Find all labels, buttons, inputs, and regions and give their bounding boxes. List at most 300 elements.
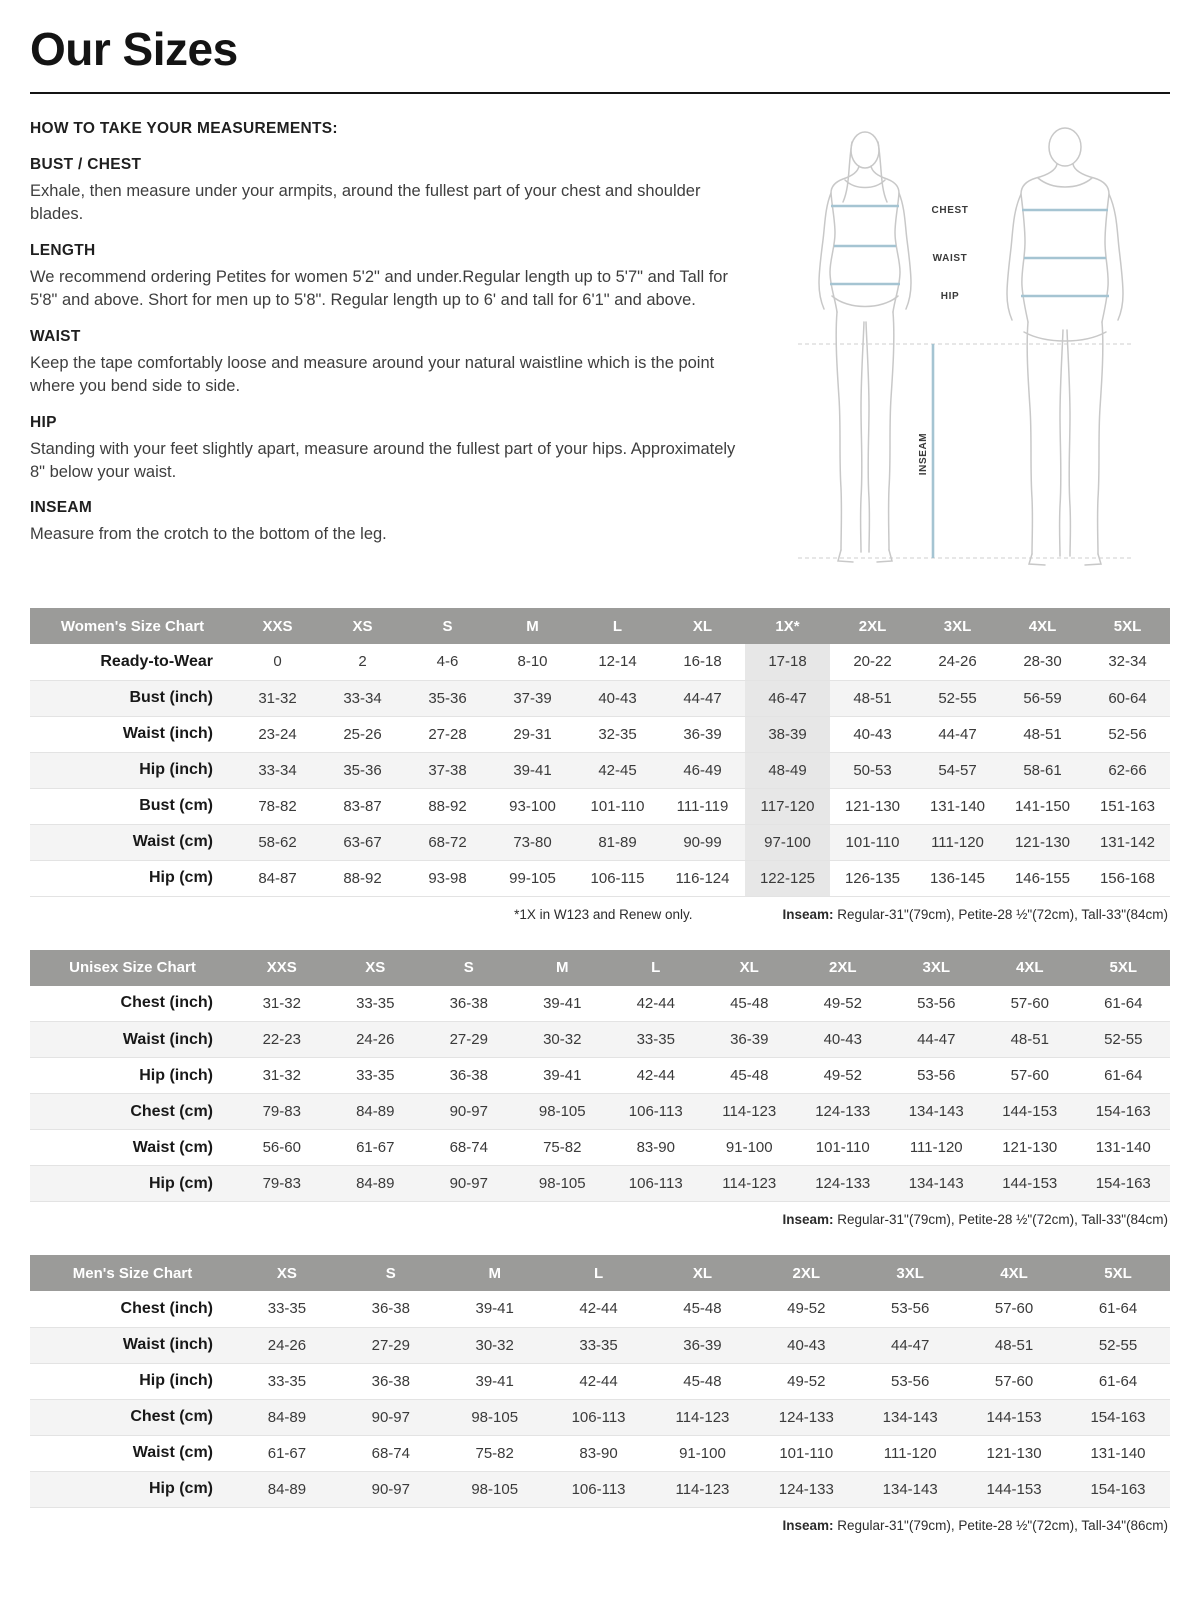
size-cell: 78-82 bbox=[258, 797, 297, 815]
footnote bbox=[782, 907, 1168, 922]
size-cell: 144-153 bbox=[986, 1480, 1042, 1498]
size-cell: 106-113 bbox=[571, 1408, 626, 1426]
title-divider bbox=[30, 92, 1170, 94]
size-chart-table bbox=[30, 950, 1170, 1203]
size-cell: 42-44 bbox=[579, 1300, 618, 1318]
guide-sections bbox=[30, 156, 770, 547]
size-cell: 83-90 bbox=[579, 1444, 618, 1462]
guide-section-title: HIP bbox=[30, 413, 57, 431]
size-cell: 45-48 bbox=[730, 994, 769, 1012]
column-header: 2XL bbox=[754, 1255, 858, 1291]
size-cell: 98-105 bbox=[538, 1175, 586, 1192]
row-label: Bust (inch) bbox=[129, 689, 213, 706]
row-label: Hip (cm) bbox=[149, 869, 213, 886]
footnote-text: Regular-31"(79cm), Petite-28 ½"(72cm), Tall-33"(84cm) bbox=[833, 906, 1168, 922]
size-cell: 111-120 bbox=[883, 1444, 937, 1462]
hip-label: HIP bbox=[940, 291, 960, 302]
size-cell: 91-100 bbox=[679, 1444, 726, 1462]
size-cell: 25-26 bbox=[343, 725, 382, 743]
size-cell: 131-140 bbox=[1090, 1444, 1146, 1462]
size-cell: 12-14 bbox=[598, 653, 637, 671]
size-cell: 60-64 bbox=[1108, 689, 1147, 707]
size-cell: 40-43 bbox=[598, 689, 637, 707]
size-cell: 23-24 bbox=[258, 725, 297, 743]
table-row bbox=[30, 1399, 1170, 1435]
size-cell: 56-60 bbox=[262, 1139, 301, 1156]
size-cell: 136-145 bbox=[929, 869, 986, 887]
size-cell: 44-47 bbox=[917, 1031, 956, 1048]
row-label: Hip (inch) bbox=[139, 761, 213, 778]
size-cell: 73-80 bbox=[513, 833, 552, 851]
size-cell: 57-60 bbox=[994, 1372, 1034, 1390]
size-cell: 36-38 bbox=[371, 1300, 410, 1318]
size-cell: 131-140 bbox=[929, 797, 986, 815]
size-cell: 42-44 bbox=[636, 994, 675, 1012]
size-cell: 28-30 bbox=[1023, 653, 1062, 671]
size-cell: 101-110 bbox=[815, 1139, 870, 1156]
size-cell: 38-39 bbox=[745, 716, 830, 752]
row-label: Waist (inch) bbox=[122, 725, 213, 742]
size-cell: 154-163 bbox=[1095, 1103, 1151, 1120]
size-cell: 49-52 bbox=[823, 994, 862, 1012]
column-header: XL bbox=[651, 1255, 755, 1291]
table-row bbox=[30, 680, 1170, 716]
size-chart-table bbox=[30, 608, 1170, 897]
row-label: Hip (inch) bbox=[139, 1372, 213, 1389]
size-cell: 106-113 bbox=[628, 1175, 683, 1192]
size-cell: 33-34 bbox=[343, 689, 382, 707]
size-cell: 91-100 bbox=[725, 1139, 773, 1156]
row-label: Waist (inch) bbox=[122, 1336, 213, 1353]
size-cell: 106-113 bbox=[628, 1103, 683, 1120]
size-cell: 2 bbox=[358, 653, 367, 671]
size-cell: 117-120 bbox=[745, 788, 830, 824]
size-cell: 57-60 bbox=[1010, 994, 1049, 1012]
size-cell: 24-26 bbox=[938, 653, 977, 671]
size-charts bbox=[30, 608, 1170, 1533]
size-cell: 40-43 bbox=[823, 1031, 862, 1048]
size-cell: 48-51 bbox=[1023, 725, 1062, 743]
guide-section-body: Measure from the crotch to the bottom of the leg. bbox=[30, 525, 387, 544]
column-header: 5XL bbox=[1085, 608, 1170, 644]
size-cell: 111-120 bbox=[909, 1139, 963, 1156]
size-cell: 62-66 bbox=[1108, 761, 1147, 779]
size-cell: 144-153 bbox=[986, 1408, 1042, 1426]
size-cell: 124-133 bbox=[778, 1480, 834, 1498]
size-cell: 32-35 bbox=[598, 725, 637, 743]
size-cell: 39-41 bbox=[475, 1300, 514, 1318]
size-cell: 84-89 bbox=[356, 1175, 395, 1192]
size-cell: 32-34 bbox=[1108, 653, 1147, 671]
table-row bbox=[30, 788, 1170, 824]
guide-section-body: Exhale, then measure under your armpits, around the fullest part of your chest and shoulder blades. bbox=[30, 182, 701, 224]
size-cell: 93-98 bbox=[428, 869, 467, 887]
table-row bbox=[30, 1327, 1170, 1363]
size-cell: 33-35 bbox=[356, 1067, 395, 1084]
column-header: XS bbox=[235, 1255, 339, 1291]
size-cell: 56-59 bbox=[1023, 689, 1062, 707]
chest-label: CHEST bbox=[931, 205, 969, 216]
size-cell: 37-38 bbox=[428, 761, 467, 779]
footnote-label: Inseam: bbox=[782, 1517, 834, 1533]
size-cell: 36-38 bbox=[449, 1067, 488, 1084]
column-header: 3XL bbox=[890, 950, 984, 986]
size-cell: 154-163 bbox=[1090, 1408, 1146, 1426]
woman-figure-outline bbox=[819, 132, 911, 562]
size-cell: 83-90 bbox=[636, 1139, 675, 1156]
page-title: Our Sizes bbox=[30, 23, 238, 75]
row-label: Hip (cm) bbox=[149, 1480, 213, 1497]
guide-section-title: LENGTH bbox=[30, 241, 96, 259]
guide-section-title: INSEAM bbox=[30, 499, 93, 517]
column-header: XS bbox=[320, 608, 405, 644]
size-cell: 61-67 bbox=[356, 1139, 395, 1156]
size-cell: 131-142 bbox=[1099, 833, 1156, 851]
size-cell: 31-32 bbox=[258, 689, 297, 707]
size-cell: 98-105 bbox=[471, 1480, 519, 1498]
table-title: Men's Size Chart bbox=[30, 1255, 235, 1291]
table-footnotes bbox=[30, 897, 1170, 922]
size-cell: 97-100 bbox=[745, 824, 830, 860]
size-cell: 81-89 bbox=[598, 833, 637, 851]
size-cell: 33-35 bbox=[579, 1336, 618, 1354]
guide-section-body: Standing with your feet slightly apart, measure around the fullest part of your hips. Approximately 8" below your waist. bbox=[30, 439, 736, 481]
column-header: 4XL bbox=[962, 1255, 1066, 1291]
size-cell: 121-130 bbox=[986, 1444, 1042, 1462]
table-title: Women's Size Chart bbox=[30, 608, 235, 644]
size-cell: 31-32 bbox=[262, 994, 301, 1012]
footnote-label: Inseam: bbox=[782, 1212, 834, 1227]
table-row bbox=[30, 752, 1170, 788]
footnote-text: Regular-31"(79cm), Petite-28 ½"(72cm), Tall-34"(86cm) bbox=[833, 1517, 1168, 1533]
size-cell: 48-49 bbox=[745, 752, 830, 788]
size-cell: 33-35 bbox=[267, 1372, 307, 1390]
size-cell: 42-44 bbox=[579, 1372, 618, 1390]
column-header: XL bbox=[703, 950, 797, 986]
size-cell: 49-52 bbox=[823, 1067, 862, 1084]
size-cell: 17-18 bbox=[745, 644, 830, 680]
size-cell: 57-60 bbox=[1010, 1067, 1049, 1084]
size-cell: 36-39 bbox=[683, 725, 722, 743]
size-cell: 22-23 bbox=[262, 1031, 301, 1048]
size-cell: 122-125 bbox=[745, 860, 830, 896]
size-cell: 131-140 bbox=[1095, 1139, 1151, 1156]
size-cell: 50-53 bbox=[853, 761, 892, 779]
size-cell: 54-57 bbox=[938, 761, 977, 779]
row-label: Chest (inch) bbox=[120, 994, 213, 1012]
size-cell: 30-32 bbox=[543, 1031, 582, 1048]
measurement-guide bbox=[30, 120, 770, 580]
figures-illustration bbox=[780, 120, 1160, 580]
size-cell: 90-97 bbox=[371, 1480, 410, 1498]
size-cell: 37-39 bbox=[513, 689, 552, 707]
table-row bbox=[30, 824, 1170, 860]
inseam-label: INSEAM bbox=[918, 432, 929, 476]
size-cell: 33-35 bbox=[356, 994, 395, 1012]
size-cell: 90-97 bbox=[449, 1175, 488, 1192]
size-cell: 49-52 bbox=[787, 1372, 826, 1390]
size-cell: 48-51 bbox=[994, 1336, 1034, 1354]
size-cell: 20-22 bbox=[853, 653, 892, 671]
column-header: 5XL bbox=[1066, 1255, 1170, 1291]
row-label: Chest (inch) bbox=[120, 1299, 213, 1317]
size-cell: 106-113 bbox=[571, 1480, 626, 1498]
row-label: Waist (cm) bbox=[132, 1138, 213, 1156]
column-header: S bbox=[339, 1255, 443, 1291]
size-cell: 101-110 bbox=[590, 797, 645, 815]
size-cell: 154-163 bbox=[1095, 1175, 1151, 1192]
size-cell: 111-119 bbox=[676, 797, 729, 815]
size-cell: 63-67 bbox=[343, 833, 382, 851]
size-cell: 48-51 bbox=[853, 689, 892, 707]
size-cell: 40-43 bbox=[853, 725, 892, 743]
size-cell: 114-123 bbox=[675, 1480, 730, 1498]
size-cell: 146-155 bbox=[1014, 869, 1071, 887]
row-label: Chest (cm) bbox=[130, 1102, 213, 1120]
size-cell: 57-60 bbox=[994, 1300, 1034, 1318]
size-cell: 84-87 bbox=[258, 869, 297, 887]
column-header: L bbox=[609, 950, 703, 986]
footnote-text: Regular-31"(79cm), Petite-28 ½"(72cm), Tall-33"(84cm) bbox=[833, 1212, 1168, 1227]
size-cell: 111-120 bbox=[931, 833, 984, 851]
column-header: 4XL bbox=[983, 950, 1077, 986]
size-cell: 106-115 bbox=[590, 869, 645, 887]
guide-section-body: We recommend ordering Petites for women 5'2" and under.Regular length up to 5'7" and Tall for 5'8" and above. Short for men up to 5'8". Regular length up to 6' and tall for 6'1" and above. bbox=[30, 267, 728, 310]
column-header: 3XL bbox=[858, 1255, 962, 1291]
table-header-row bbox=[30, 950, 1170, 986]
size-cell: 39-41 bbox=[543, 1067, 582, 1084]
size-chart-block bbox=[30, 608, 1170, 922]
size-cell: 134-143 bbox=[908, 1103, 964, 1120]
size-cell: 58-62 bbox=[258, 833, 297, 851]
guide-section-title: WAIST bbox=[30, 327, 81, 345]
size-cell: 52-55 bbox=[1098, 1336, 1138, 1354]
table-row bbox=[30, 1094, 1170, 1130]
table-row bbox=[30, 644, 1170, 680]
size-cell: 134-143 bbox=[908, 1175, 964, 1192]
footnote bbox=[514, 907, 692, 922]
size-cell: 144-153 bbox=[1002, 1103, 1058, 1120]
size-cell: 35-36 bbox=[428, 689, 467, 707]
column-header: 2XL bbox=[796, 950, 890, 986]
size-cell: 79-83 bbox=[262, 1175, 301, 1192]
size-cell: 134-143 bbox=[882, 1480, 938, 1498]
size-cell: 4-6 bbox=[436, 653, 459, 671]
guide-heading: HOW TO TAKE YOUR MEASUREMENTS: bbox=[30, 120, 338, 137]
column-header: XXS bbox=[235, 608, 320, 644]
column-header: 3XL bbox=[915, 608, 1000, 644]
size-chart-block bbox=[30, 950, 1170, 1228]
column-header: M bbox=[443, 1255, 547, 1291]
table-row bbox=[30, 1166, 1170, 1202]
column-header: 1X* bbox=[745, 608, 830, 644]
size-cell: 49-52 bbox=[787, 1300, 826, 1318]
size-cell: 116-124 bbox=[675, 869, 730, 887]
column-header: 2XL bbox=[830, 608, 915, 644]
footnote-label: Inseam: bbox=[782, 906, 834, 922]
size-cell: 33-35 bbox=[636, 1031, 675, 1048]
size-cell: 52-55 bbox=[938, 689, 977, 707]
size-cell: 90-99 bbox=[683, 833, 722, 851]
size-cell: 53-56 bbox=[891, 1372, 930, 1390]
size-cell: 29-31 bbox=[513, 725, 552, 743]
size-cell: 44-47 bbox=[683, 689, 722, 707]
column-header: M bbox=[516, 950, 610, 986]
size-cell: 61-64 bbox=[1104, 994, 1143, 1012]
size-cell: 42-45 bbox=[598, 761, 637, 779]
table-row bbox=[30, 1363, 1170, 1399]
size-cell: 44-47 bbox=[938, 725, 977, 743]
footnote bbox=[782, 1212, 1168, 1227]
size-cell: 88-92 bbox=[428, 797, 467, 815]
size-cell: 61-64 bbox=[1104, 1067, 1143, 1084]
size-cell: 42-44 bbox=[636, 1067, 675, 1084]
size-cell: 121-130 bbox=[1014, 833, 1071, 851]
size-cell: 156-168 bbox=[1099, 869, 1156, 887]
size-cell: 44-47 bbox=[891, 1336, 930, 1354]
guide-section bbox=[30, 242, 770, 313]
footnote-text: *1X in W123 and Renew only. bbox=[514, 906, 693, 922]
size-cell: 27-28 bbox=[428, 725, 467, 743]
size-cell: 68-74 bbox=[449, 1139, 488, 1156]
size-cell: 84-89 bbox=[267, 1408, 307, 1426]
size-cell: 154-163 bbox=[1090, 1480, 1146, 1498]
column-header: XL bbox=[660, 608, 745, 644]
column-header: L bbox=[547, 1255, 651, 1291]
column-header: M bbox=[490, 608, 575, 644]
size-chart-table bbox=[30, 1255, 1170, 1508]
table-row bbox=[30, 1058, 1170, 1094]
size-cell: 45-48 bbox=[683, 1300, 722, 1318]
table-row bbox=[30, 1291, 1170, 1327]
size-cell: 121-130 bbox=[1002, 1139, 1058, 1156]
row-label: Hip (cm) bbox=[149, 1174, 213, 1192]
size-cell: 124-133 bbox=[778, 1408, 834, 1426]
size-cell: 79-83 bbox=[262, 1103, 301, 1120]
table-row bbox=[30, 1130, 1170, 1166]
size-cell: 27-29 bbox=[371, 1336, 410, 1354]
measurement-lines bbox=[830, 206, 1109, 558]
column-header: L bbox=[575, 608, 660, 644]
size-cell: 134-143 bbox=[882, 1408, 938, 1426]
size-cell: 40-43 bbox=[787, 1336, 826, 1354]
size-cell: 114-123 bbox=[722, 1103, 777, 1120]
size-cell: 126-135 bbox=[844, 869, 901, 887]
size-cell: 52-56 bbox=[1108, 725, 1147, 743]
size-cell: 31-32 bbox=[262, 1067, 301, 1084]
size-cell: 53-56 bbox=[891, 1300, 930, 1318]
table-row bbox=[30, 1435, 1170, 1471]
size-cell: 98-105 bbox=[538, 1103, 586, 1120]
size-cell: 35-36 bbox=[343, 761, 382, 779]
size-cell: 88-92 bbox=[343, 869, 382, 887]
row-label: Ready-to-Wear bbox=[100, 652, 213, 670]
row-label: Waist (cm) bbox=[132, 833, 213, 850]
size-cell: 46-47 bbox=[745, 680, 830, 716]
size-cell: 0 bbox=[273, 653, 282, 671]
size-chart-block bbox=[30, 1255, 1170, 1533]
size-cell: 144-153 bbox=[1002, 1175, 1058, 1192]
size-cell: 36-39 bbox=[730, 1031, 769, 1048]
size-cell: 39-41 bbox=[543, 994, 582, 1012]
guide-section bbox=[30, 156, 770, 227]
table-header-row bbox=[30, 1255, 1170, 1291]
size-cell: 114-123 bbox=[675, 1408, 730, 1426]
size-cell: 98-105 bbox=[471, 1408, 519, 1426]
size-cell: 33-34 bbox=[258, 761, 297, 779]
size-cell: 124-133 bbox=[815, 1103, 871, 1120]
size-cell: 24-26 bbox=[356, 1031, 395, 1048]
size-cell: 83-87 bbox=[343, 797, 382, 815]
size-cell: 45-48 bbox=[730, 1067, 769, 1084]
size-cell: 24-26 bbox=[267, 1336, 307, 1354]
size-cell: 39-41 bbox=[475, 1372, 514, 1390]
size-cell: 46-49 bbox=[683, 761, 722, 779]
column-header: XS bbox=[329, 950, 423, 986]
guide-section bbox=[30, 499, 770, 546]
size-cell: 36-38 bbox=[371, 1372, 410, 1390]
size-cell: 75-82 bbox=[475, 1444, 514, 1462]
size-cell: 90-97 bbox=[449, 1103, 488, 1120]
size-cell: 30-32 bbox=[475, 1336, 514, 1354]
size-cell: 33-35 bbox=[267, 1300, 307, 1318]
size-cell: 84-89 bbox=[267, 1480, 307, 1498]
size-cell: 101-110 bbox=[779, 1444, 834, 1462]
size-cell: 52-55 bbox=[1104, 1031, 1143, 1048]
table-row bbox=[30, 986, 1170, 1022]
table-header-row bbox=[30, 608, 1170, 644]
size-cell: 53-56 bbox=[917, 994, 956, 1012]
size-cell: 27-29 bbox=[449, 1031, 488, 1048]
column-header: XXS bbox=[235, 950, 329, 986]
waist-label: WAIST bbox=[932, 253, 968, 264]
size-cell: 58-61 bbox=[1023, 761, 1062, 779]
column-header: 4XL bbox=[1000, 608, 1085, 644]
size-cell: 61-64 bbox=[1098, 1372, 1138, 1390]
size-cell: 151-163 bbox=[1099, 797, 1156, 815]
size-cell: 16-18 bbox=[683, 653, 722, 671]
guide-section-title: BUST / CHEST bbox=[30, 156, 142, 173]
size-cell: 36-39 bbox=[683, 1336, 722, 1354]
size-cell: 45-48 bbox=[683, 1372, 722, 1390]
row-label: Hip (inch) bbox=[139, 1066, 213, 1084]
size-cell: 121-130 bbox=[844, 797, 901, 815]
man-figure-outline bbox=[1007, 128, 1123, 565]
row-label: Bust (cm) bbox=[139, 797, 213, 814]
table-footnotes bbox=[30, 1508, 1170, 1533]
size-cell: 75-82 bbox=[543, 1139, 582, 1156]
table-row bbox=[30, 1022, 1170, 1058]
table-title: Unisex Size Chart bbox=[30, 950, 235, 986]
size-cell: 68-74 bbox=[371, 1444, 410, 1462]
footnote bbox=[782, 1518, 1168, 1533]
row-label: Waist (inch) bbox=[122, 1030, 213, 1048]
size-cell: 61-67 bbox=[267, 1444, 307, 1462]
column-header: 5XL bbox=[1077, 950, 1171, 986]
size-cell: 61-64 bbox=[1098, 1300, 1138, 1318]
table-row bbox=[30, 860, 1170, 896]
size-cell: 84-89 bbox=[356, 1103, 395, 1120]
size-cell: 114-123 bbox=[722, 1175, 777, 1192]
size-cell: 124-133 bbox=[815, 1175, 871, 1192]
column-header: S bbox=[422, 950, 516, 986]
guide-section bbox=[30, 414, 770, 485]
size-cell: 8-10 bbox=[517, 653, 548, 671]
table-row bbox=[30, 1471, 1170, 1507]
size-cell: 141-150 bbox=[1014, 797, 1071, 815]
size-cell: 48-51 bbox=[1010, 1031, 1049, 1048]
column-header: S bbox=[405, 608, 490, 644]
